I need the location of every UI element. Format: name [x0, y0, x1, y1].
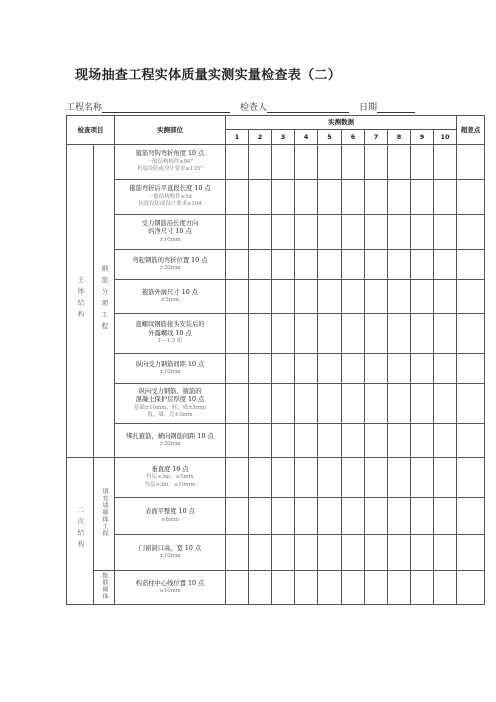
measurement-cell[interactable]: [226, 424, 249, 458]
measurement-cell[interactable]: [411, 424, 434, 458]
inspection-table: [66, 115, 485, 605]
inspection-item: [115, 354, 226, 384]
measurement-cell[interactable]: [365, 384, 388, 424]
measurement-cell[interactable]: [272, 571, 295, 605]
inspection-item: [115, 215, 226, 250]
measurement-cell[interactable]: [272, 384, 295, 424]
measurement-cell[interactable]: [226, 384, 249, 424]
measurement-cell[interactable]: [388, 314, 411, 354]
col-header: 2: [249, 130, 272, 145]
measurement-cell[interactable]: [434, 571, 457, 605]
measurement-cell[interactable]: [272, 250, 295, 280]
over-point-cell[interactable]: [457, 180, 485, 215]
measurement-cell[interactable]: [272, 535, 295, 571]
measurement-cell[interactable]: [365, 145, 388, 180]
measurement-cell[interactable]: [434, 180, 457, 215]
project-label: 工程名称: [66, 103, 103, 113]
measurement-cell[interactable]: [295, 384, 318, 424]
col-header: 5: [318, 130, 342, 145]
measurement-cell[interactable]: [249, 535, 272, 571]
vertical-label: 配筋砌体: [101, 571, 109, 600]
measurement-cell[interactable]: [411, 215, 434, 250]
measurement-cell[interactable]: [295, 458, 318, 498]
measurement-cell[interactable]: [411, 384, 434, 424]
measurement-cell[interactable]: [295, 180, 318, 215]
measurement-cell[interactable]: [226, 280, 249, 314]
vertical-label: 二次结构: [76, 506, 85, 553]
inspection-item: [115, 535, 226, 571]
over-point-cell[interactable]: [457, 314, 485, 354]
measurement-cell[interactable]: [342, 535, 365, 571]
measurement-cell[interactable]: [318, 535, 342, 571]
inspector-label: 检查人: [240, 103, 268, 113]
item-tolerance: ±5mm: [160, 297, 180, 304]
measurement-cell[interactable]: [411, 354, 434, 384]
project-field[interactable]: [102, 104, 230, 113]
over-point-cell[interactable]: [457, 535, 485, 571]
measurement-cell[interactable]: [295, 498, 318, 535]
measurement-cell[interactable]: [388, 280, 411, 314]
measurement-cell[interactable]: [365, 250, 388, 280]
table-row: [67, 215, 485, 250]
header-data: 实测数据: [226, 116, 457, 130]
measurement-cell[interactable]: [365, 535, 388, 571]
measurement-cell[interactable]: [411, 280, 434, 314]
subgroup-label: [94, 458, 115, 571]
item-title: 垂直度 10 点: [151, 465, 189, 473]
measurement-cell[interactable]: [295, 280, 318, 314]
measurement-cell[interactable]: [272, 314, 295, 354]
item-title: 外露螺纹 10 点: [148, 329, 192, 337]
page-title: 现场抽查工程实体质量实测实量检查表（二）: [75, 68, 342, 83]
measurement-cell[interactable]: [318, 384, 342, 424]
measurement-cell[interactable]: [434, 280, 457, 314]
measurement-cell[interactable]: [226, 250, 249, 280]
header-part: 实测部位: [115, 116, 226, 145]
item-title: 表面平整度 10 点: [145, 508, 195, 516]
col-header: 10: [434, 130, 457, 145]
measurement-cell[interactable]: [318, 215, 342, 250]
measurement-cell[interactable]: [411, 571, 434, 605]
measurement-cell[interactable]: [249, 314, 272, 354]
item-tolerance: ±20mm: [159, 265, 181, 272]
measurement-cell[interactable]: [318, 424, 342, 458]
measurement-cell[interactable]: [272, 145, 295, 180]
item-tolerance: ≤10mm: [159, 588, 181, 595]
measurement-cell[interactable]: [411, 180, 434, 215]
meta-row: [66, 100, 415, 113]
item-title: 箍筋弯折后平直段长度 10 点: [129, 185, 211, 193]
measurement-cell[interactable]: [249, 180, 272, 215]
subgroup-label: [94, 571, 115, 605]
measurement-cell[interactable]: [318, 180, 342, 215]
measurement-cell[interactable]: [295, 571, 318, 605]
measurement-cell[interactable]: [318, 354, 342, 384]
col-header: 1: [226, 130, 249, 145]
measurement-cell[interactable]: [226, 314, 249, 354]
measurement-cell[interactable]: [365, 354, 388, 384]
item-title: 受力钢筋沿长度方向: [141, 219, 199, 227]
measurement-cell[interactable]: [365, 314, 388, 354]
item-tolerance: 板、墙、壳±3mm: [147, 412, 193, 418]
inspection-item: [115, 314, 226, 354]
measurement-cell[interactable]: [388, 571, 411, 605]
measurement-cell[interactable]: [388, 354, 411, 384]
measurement-cell[interactable]: [365, 571, 388, 605]
measurement-cell[interactable]: [342, 314, 365, 354]
measurement-cell[interactable]: [342, 215, 365, 250]
measurement-cell[interactable]: [295, 535, 318, 571]
vertical-label: 填充墙砌体工程: [101, 487, 109, 537]
measurement-cell[interactable]: [411, 145, 434, 180]
measurement-cell[interactable]: [434, 535, 457, 571]
measurement-cell[interactable]: [249, 145, 272, 180]
table-row: [67, 384, 485, 424]
measurement-cell[interactable]: [272, 424, 295, 458]
measurement-cell[interactable]: [434, 384, 457, 424]
item-title: 构造柱中心线位置 10 点: [135, 579, 205, 587]
measurement-cell[interactable]: [318, 571, 342, 605]
measurement-cell[interactable]: [249, 280, 272, 314]
measurement-cell[interactable]: [434, 314, 457, 354]
item-tolerance: 一般结构构件≥90°: [146, 158, 194, 165]
measurement-cell[interactable]: [249, 215, 272, 250]
measurement-cell[interactable]: [249, 498, 272, 535]
item-tolerance: ±10mm: [159, 553, 181, 560]
inspection-item: [115, 280, 226, 314]
item-tolerance: 每层≤3m：≤5mm: [146, 474, 194, 481]
over-point-cell[interactable]: [457, 498, 485, 535]
measurement-cell[interactable]: [342, 498, 365, 535]
inspection-item: [115, 458, 226, 498]
table-row: [67, 180, 485, 215]
measurement-cell[interactable]: [272, 498, 295, 535]
item-title: 绑扎箍筋，横向钢筋间距 10 点: [126, 432, 214, 440]
table-row: [67, 458, 485, 498]
item-tolerance: ≤8mm: [160, 516, 180, 523]
table-row: [67, 314, 485, 354]
measurement-cell[interactable]: [226, 180, 249, 215]
measurement-cell[interactable]: [411, 535, 434, 571]
measurement-cell[interactable]: [249, 458, 272, 498]
measurement-cell[interactable]: [365, 424, 388, 458]
item-title: 混凝土保护层厚度 10 点: [135, 396, 205, 404]
measurement-cell[interactable]: [272, 354, 295, 384]
measurement-cell[interactable]: [388, 458, 411, 498]
item-title: 弯起钢筋的弯折位置 10 点: [132, 256, 208, 264]
item-tolerance: ±20mm: [159, 441, 181, 448]
measurement-cell[interactable]: [411, 458, 434, 498]
item-title: 箍筋外廓尺寸 10 点: [141, 288, 199, 296]
measurement-cell[interactable]: [342, 180, 365, 215]
measurement-cell[interactable]: [388, 384, 411, 424]
measurement-cell[interactable]: [342, 280, 365, 314]
measurement-cell[interactable]: [295, 424, 318, 458]
measurement-cell[interactable]: [365, 280, 388, 314]
measurement-cell[interactable]: [434, 498, 457, 535]
item-tolerance: 一般结构构件≥5d: [148, 193, 192, 200]
measurement-cell[interactable]: [411, 498, 434, 535]
measurement-cell[interactable]: [272, 280, 295, 314]
over-point-cell[interactable]: [457, 215, 485, 250]
col-header: 3: [272, 130, 295, 145]
measurement-cell[interactable]: [318, 498, 342, 535]
header-item: 检查项目: [67, 116, 115, 145]
over-point-cell[interactable]: [457, 145, 485, 180]
measurement-cell[interactable]: [295, 145, 318, 180]
inspection-item: [115, 145, 226, 180]
measurement-cell[interactable]: [434, 145, 457, 180]
measurement-cell[interactable]: [365, 180, 388, 215]
measurement-cell[interactable]: [342, 458, 365, 498]
measurement-cell[interactable]: [342, 250, 365, 280]
measurement-cell[interactable]: [365, 458, 388, 498]
over-point-cell[interactable]: [457, 354, 485, 384]
measurement-cell[interactable]: [295, 314, 318, 354]
measurement-cell[interactable]: [226, 571, 249, 605]
over-point-cell[interactable]: [457, 250, 485, 280]
inspection-item: [115, 424, 226, 458]
measurement-cell[interactable]: [295, 354, 318, 384]
measurement-cell[interactable]: [226, 145, 249, 180]
inspection-item: [115, 498, 226, 535]
measurement-cell[interactable]: [249, 250, 272, 280]
measurement-cell[interactable]: [318, 314, 342, 354]
table-row: [67, 498, 485, 535]
table-row: [67, 250, 485, 280]
table-row: [67, 145, 485, 180]
item-title: 箍筋弯钩弯折角度 10 点: [135, 150, 205, 158]
over-point-cell[interactable]: [457, 424, 485, 458]
group-label: [67, 145, 94, 458]
measurement-cell[interactable]: [434, 215, 457, 250]
item-tolerance: 抗震设防或设计要求≥135°: [136, 166, 204, 173]
measurement-cell[interactable]: [249, 354, 272, 384]
col-header: 6: [342, 130, 365, 145]
measurement-cell[interactable]: [342, 424, 365, 458]
item-title: 门窗洞口高、宽 10 点: [138, 544, 202, 552]
group-label: [67, 458, 94, 605]
measurement-cell[interactable]: [249, 384, 272, 424]
measurement-cell[interactable]: [272, 180, 295, 215]
measurement-cell[interactable]: [388, 215, 411, 250]
measurement-cell[interactable]: [388, 535, 411, 571]
measurement-cell[interactable]: [388, 498, 411, 535]
vertical-label: 钢筋分项工程: [100, 264, 109, 334]
item-tolerance: ±10mm: [159, 236, 181, 243]
item-title: 的净尺寸 10 点: [148, 228, 192, 236]
measurement-cell[interactable]: [342, 384, 365, 424]
col-header: 7: [365, 130, 388, 145]
measurement-cell[interactable]: [318, 250, 342, 280]
table-row: [67, 424, 485, 458]
date-label: 日期: [359, 103, 378, 113]
measurement-cell[interactable]: [365, 498, 388, 535]
header-over: 超差点: [457, 116, 485, 145]
measurement-cell[interactable]: [434, 458, 457, 498]
item-tolerance: 每层>3m：≤10mm: [144, 481, 196, 488]
item-title: 纵向受力钢筋、箍筋的: [138, 387, 202, 395]
measurement-cell[interactable]: [388, 424, 411, 458]
inspection-item: [115, 180, 226, 215]
measurement-cell[interactable]: [365, 215, 388, 250]
vertical-label: 主体结构: [76, 276, 85, 323]
inspection-item: [115, 384, 226, 424]
col-header: 9: [411, 130, 434, 145]
inspection-item: [115, 571, 226, 605]
measurement-cell[interactable]: [272, 215, 295, 250]
measurement-cell[interactable]: [226, 215, 249, 250]
item-tolerance: ±10mm: [159, 369, 181, 376]
item-title: 直螺纹钢筋接头安装后的: [135, 321, 205, 329]
subgroup-label: [94, 145, 115, 458]
item-tolerance: 抗震设防或设计要求≥10d: [138, 201, 202, 208]
measurement-cell[interactable]: [342, 354, 365, 384]
measurement-cell[interactable]: [295, 250, 318, 280]
measurement-cell[interactable]: [411, 314, 434, 354]
measurement-cell[interactable]: [249, 571, 272, 605]
measurement-cell[interactable]: [388, 145, 411, 180]
measurement-cell[interactable]: [295, 215, 318, 250]
measurement-cell[interactable]: [388, 180, 411, 215]
measurement-cell[interactable]: [434, 424, 457, 458]
item-tolerance: 基础±10mm，柱、梁±5mm: [133, 404, 207, 411]
item-title: 纵向受力钢筋间距 10 点: [135, 360, 205, 368]
over-point-cell[interactable]: [457, 280, 485, 314]
measurement-cell[interactable]: [226, 498, 249, 535]
table-row: [67, 571, 485, 605]
inspector-field[interactable]: [267, 104, 349, 113]
measurement-cell[interactable]: [272, 458, 295, 498]
table-row: [67, 535, 485, 571]
over-point-cell[interactable]: [457, 458, 485, 498]
measurement-cell[interactable]: [226, 354, 249, 384]
col-header: 4: [295, 130, 318, 145]
measurement-cell[interactable]: [434, 250, 457, 280]
measurement-cell[interactable]: [226, 458, 249, 498]
measurement-cell[interactable]: [226, 535, 249, 571]
table-row: [67, 280, 485, 314]
measurement-cell[interactable]: [318, 280, 342, 314]
measurement-cell[interactable]: [249, 424, 272, 458]
measurement-cell[interactable]: [434, 354, 457, 384]
measurement-cell[interactable]: [388, 250, 411, 280]
measurement-cell[interactable]: [411, 250, 434, 280]
col-header: 8: [388, 130, 411, 145]
item-tolerance: 1—1.5 扣: [157, 338, 183, 345]
measurement-cell[interactable]: [318, 458, 342, 498]
over-point-cell[interactable]: [457, 384, 485, 424]
measurement-cell[interactable]: [342, 571, 365, 605]
measurement-cell[interactable]: [318, 145, 342, 180]
inspection-item: [115, 250, 226, 280]
table-row: [67, 354, 485, 384]
measurement-cell[interactable]: [342, 145, 365, 180]
date-field[interactable]: [377, 104, 415, 113]
over-point-cell[interactable]: [457, 571, 485, 605]
